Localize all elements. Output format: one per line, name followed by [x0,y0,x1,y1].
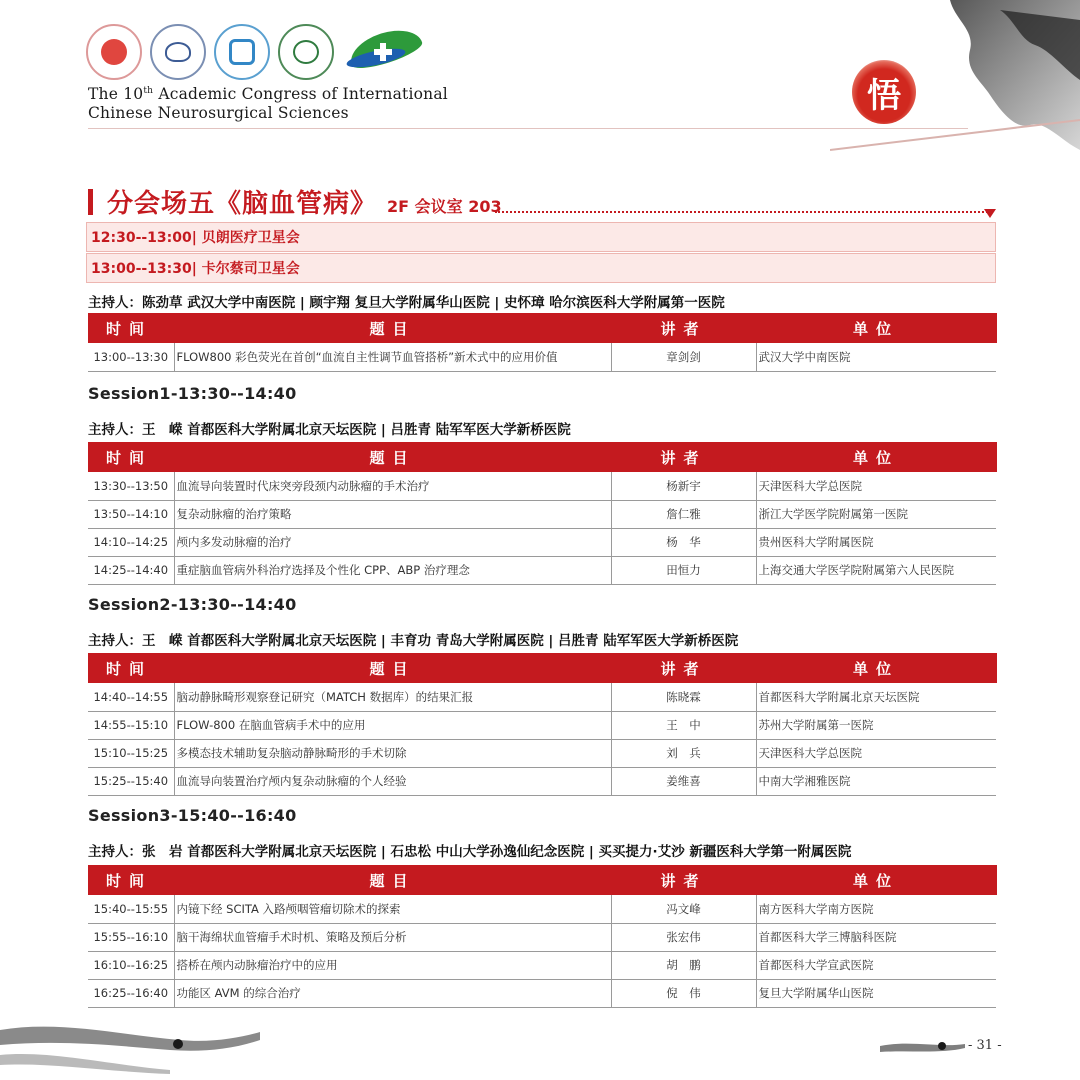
row-unit: 首都医科大学附属北京天坛医院 [756,683,996,711]
page-number: - 31 - [968,1038,1002,1053]
row-unit: 浙江大学医学院附属第一医院 [756,500,996,528]
schedule-table [88,442,997,585]
session-title: Session3-15:40--16:40 [88,806,297,825]
row-unit: 中南大学湘雅医院 [756,767,996,795]
row-topic: 搭桥在颅内动脉瘤治疗中的应用 [174,951,611,979]
col-unit-header: 单位 [756,313,996,343]
col-unit-header: 单位 [756,442,996,472]
chair-line: 主持人：王 嵘 首都医科大学附属北京天坛医院 | 吕胜青 陆军军医大学新桥医院 [88,422,571,438]
row-topic: 脑动静脉畸形观察登记研究（MATCH 数据库）的结果汇报 [174,683,611,711]
col-time-header: 时间 [88,865,174,895]
table-header-row [88,653,996,683]
col-topic-header: 题目 [174,865,611,895]
section-marker [88,189,93,215]
row-time: 14:40--14:55 [88,683,174,711]
row-speaker: 章剑剑 [611,343,756,371]
section-room: 2F 会议室 203 [387,197,502,216]
row-speaker: 冯文峰 [611,895,756,923]
row-speaker: 陈晓霖 [611,683,756,711]
medical-cross-logo-icon [342,27,426,77]
row-unit: 上海交通大学医学院附属第六人民医院 [756,556,996,584]
header-divider [88,128,968,129]
table-row [88,923,996,951]
association-logo-icon [278,24,334,80]
col-topic-header: 题目 [174,442,611,472]
table-row [88,683,996,711]
row-topic: FLOW-800 在脑血管病手术中的应用 [174,711,611,739]
satellite-row: 13:00--13:30| 卡尔蔡司卫星会 [86,253,996,283]
row-speaker: 王 中 [611,711,756,739]
col-speaker-header: 讲者 [611,442,756,472]
chair-line: 主持人：王 嵘 首都医科大学附属北京天坛医院 | 丰育功 青岛大学附属医院 | 吕胜青 陆军军医大学新桥医院 [88,633,739,649]
row-time: 13:50--14:10 [88,500,174,528]
row-topic: 内镜下经 SCITA 入路颅咽管瘤切除术的探索 [174,895,611,923]
section-title: 分会场五《脑血管病》 [107,189,378,219]
table-row [88,472,996,500]
row-unit: 首都医科大学三博脑科医院 [756,923,996,951]
row-speaker: 刘 兵 [611,739,756,767]
row-unit: 首都医科大学宣武医院 [756,951,996,979]
col-topic-header: 题目 [174,313,611,343]
row-topic: 颅内多发动脉瘤的治疗 [174,528,611,556]
session-title: Session2-13:30--14:40 [88,595,297,614]
schedule-table [88,865,997,1008]
col-time-header: 时间 [88,313,174,343]
society-logo-icon [86,24,142,80]
brain-logo-icon [150,24,206,80]
congress-title: The 10th Academic Congress of International Chinese Neurosurgical Sciences [88,85,448,123]
table-row [88,895,996,923]
row-topic: 功能区 AVM 的综合治疗 [174,979,611,1007]
table-header-row [88,442,996,472]
row-unit: 武汉大学中南医院 [756,343,996,371]
table-header-row [88,865,996,895]
row-topic: 复杂动脉瘤的治疗策略 [174,500,611,528]
row-speaker: 杨新宇 [611,472,756,500]
ink-stroke-decoration [0,1010,260,1080]
hospital-logo-icon [214,24,270,80]
triangle-down-icon [984,209,996,218]
row-time: 14:55--15:10 [88,711,174,739]
col-speaker-header: 讲者 [611,865,756,895]
row-speaker: 胡 鹏 [611,951,756,979]
table-row [88,528,996,556]
table-row [88,951,996,979]
col-speaker-header: 讲者 [611,653,756,683]
row-time: 16:10--16:25 [88,951,174,979]
row-speaker: 张宏伟 [611,923,756,951]
row-unit: 天津医科大学总医院 [756,739,996,767]
table-header-row [88,313,996,343]
col-unit-header: 单位 [756,865,996,895]
section-heading [88,183,502,220]
col-time-header: 时间 [88,653,174,683]
row-time: 14:10--14:25 [88,528,174,556]
row-unit: 南方医科大学南方医院 [756,895,996,923]
row-time: 15:55--16:10 [88,923,174,951]
row-time: 15:40--15:55 [88,895,174,923]
row-topic: 脑干海绵状血管瘤手术时机、策略及预后分析 [174,923,611,951]
table-row [88,500,996,528]
table-row [88,711,996,739]
chair-line: 主持人：张 岩 首都医科大学附属北京天坛医院 | 石忠松 中山大学孙逸仙纪念医院 | 买买提力·艾沙 新疆医科大学第一附属医院 [88,844,852,860]
row-speaker: 詹仁雅 [611,500,756,528]
table-row [88,343,996,371]
title-dotted-rule [495,211,991,213]
row-speaker: 杨 华 [611,528,756,556]
session-title: Session1-13:30--14:40 [88,384,297,403]
row-topic: FLOW800 彩色荧光在首创“血流自主性调节血管搭桥”新术式中的应用价值 [174,343,611,371]
schedule-table [88,653,997,796]
row-topic: 血流导向装置治疗颅内复杂动脉瘤的个人经验 [174,767,611,795]
seal-stamp: 悟 [852,60,916,124]
row-time: 13:30--13:50 [88,472,174,500]
col-topic-header: 题目 [174,653,611,683]
row-unit: 天津医科大学总医院 [756,472,996,500]
row-unit: 复旦大学附属华山医院 [756,979,996,1007]
table-row [88,556,996,584]
row-unit: 贵州医科大学附属医院 [756,528,996,556]
col-speaker-header: 讲者 [611,313,756,343]
col-time-header: 时间 [88,442,174,472]
satellite-row: 12:30--13:00| 贝朗医疗卫星会 [86,222,996,252]
row-time: 13:00--13:30 [88,343,174,371]
schedule-table [88,313,997,372]
table-row [88,979,996,1007]
chair-line: 主持人：陈劲草 武汉大学中南医院 | 顾宇翔 复旦大学附属华山医院 | 史怀璋 哈尔滨医科大学附属第一医院 [88,295,725,311]
row-speaker: 姜维喜 [611,767,756,795]
row-topic: 重症脑血管病外科治疗选择及个性化 CPP、ABP 治疗理念 [174,556,611,584]
table-row [88,767,996,795]
row-speaker: 倪 伟 [611,979,756,1007]
row-speaker: 田恒力 [611,556,756,584]
logo-row [86,22,426,82]
row-time: 14:25--14:40 [88,556,174,584]
row-unit: 苏州大学附属第一医院 [756,711,996,739]
row-topic: 多模态技术辅助复杂脑动静脉畸形的手术切除 [174,739,611,767]
table-row [88,739,996,767]
row-topic: 血流导向装置时代床突旁段颈内动脉瘤的手术治疗 [174,472,611,500]
row-time: 16:25--16:40 [88,979,174,1007]
col-unit-header: 单位 [756,653,996,683]
row-time: 15:25--15:40 [88,767,174,795]
row-time: 15:10--15:25 [88,739,174,767]
